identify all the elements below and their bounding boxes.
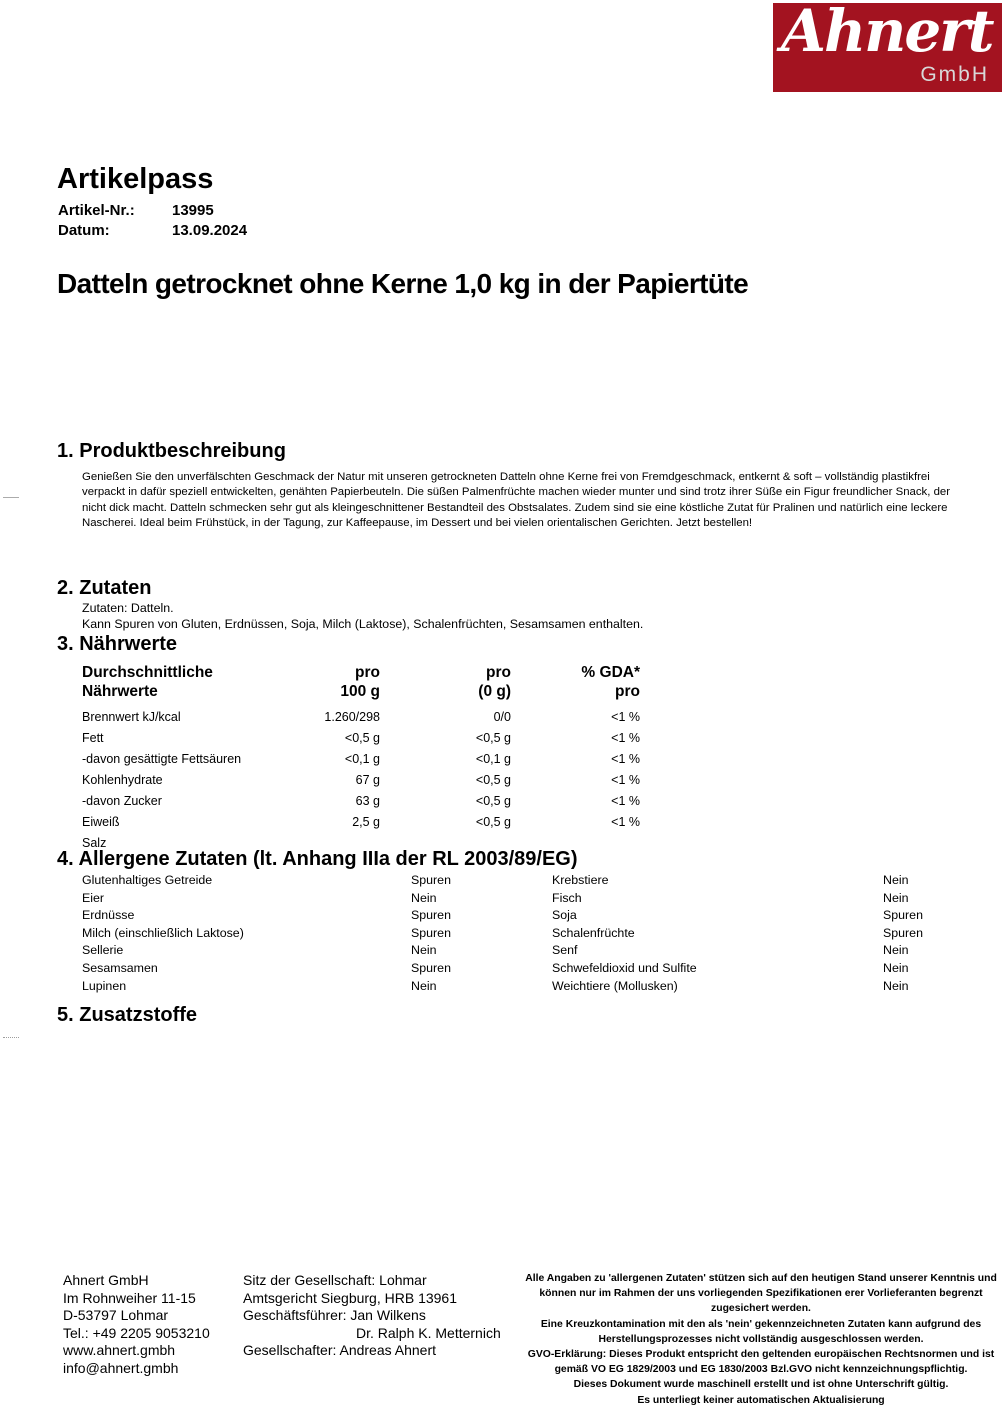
document-meta — [58, 201, 247, 240]
logo-brand-text: Ahnert — [781, 0, 993, 65]
logo-suffix-text: GmbH — [920, 63, 989, 86]
nutrition-row-per100g: <0,5 g — [344, 731, 380, 745]
nutrition-header-per0g-line2: (0 g) — [478, 683, 511, 700]
nutrition-row-name: Salz — [82, 836, 107, 850]
footer-disclaimer-gvo: GVO-Erklärung: Dieses Produkt entspricht den geltenden europäischen Rechtsnormen und ist gemäß VO EG 1829/2003 und EG 1830/2003 Bzl.GVO nicht kennzeichnungspflichtig. — [527, 1349, 995, 1376]
footer-registered-office: Sitz der Gesellschaft: Lohmar — [243, 1272, 427, 1288]
allergen-value: Spuren — [411, 873, 451, 887]
allergen-label: Eier — [82, 890, 105, 905]
allergen-label: Glutenhaltiges Getreide — [82, 873, 213, 887]
allergens-table — [82, 872, 1003, 995]
nutrition-row-per0g: <0,5 g — [475, 815, 511, 829]
fold-mark-top — [3, 497, 19, 498]
company-logo — [773, 0, 1002, 92]
allergen-label: Weichtiere (Mollusken) — [552, 978, 678, 993]
nutrition-row-name: Eiweiß — [82, 815, 120, 829]
nutrition-row-gda: <1 % — [611, 731, 640, 745]
nutrition-row-name: Fett — [82, 731, 104, 745]
allergen-label: Senf — [552, 943, 578, 958]
footer-website: www.ahnert.gmbh — [63, 1342, 176, 1359]
article-number-row — [58, 201, 247, 221]
nutrition-row-per0g: <0,1 g — [475, 752, 511, 766]
allergen-value: Spuren — [883, 908, 923, 923]
nutrition-row-per0g: <0,5 g — [475, 794, 511, 808]
allergen-label: Sellerie — [82, 943, 124, 958]
section-heading-naehrwerte: 3. Nährwerte — [57, 633, 178, 655]
section-heading-allergene: 4. Allergene Zutaten (lt. Anhang IIIa der RL 2003/89/EG) — [57, 848, 578, 870]
nutrition-row-gda: <1 % — [611, 815, 640, 829]
footer-disclaimer-cross-contamination: Eine Kreuzkontamination mit den als 'nein' gekennzeichneten Zutaten kann aufgrund des Herstellungsprozesses nicht vollständig ausgeschlossen werden. — [540, 1318, 982, 1345]
footer-disclaimer-allergens: Alle Angaben zu 'allergenen Zutaten' stützen sich auf den heutigen Stand unserer Kenntnis und können nur im Rahmen der uns vorliegenden Spezifikationen erer Vorlieferanten begrenzt zugesichert werden. — [525, 1273, 997, 1315]
allergen-label: Schalenfrüchte — [552, 925, 635, 940]
allergen-value: Nein — [883, 873, 909, 887]
allergen-value: Nein — [411, 890, 437, 905]
nutrition-header-name — [82, 663, 252, 707]
footer-managing-director-2: Dr. Ralph K. Metternich — [356, 1324, 501, 1341]
ingredients-line: Zutaten: Datteln. — [82, 601, 174, 615]
footer-disclaimer — [519, 1271, 1003, 1408]
nutrition-header-name-line1: Durchschnittliche — [82, 664, 213, 681]
nutrition-row-per0g: 0/0 — [493, 710, 511, 724]
allergen-label: Erdnüsse — [82, 908, 135, 923]
document-title: Artikelpass — [57, 163, 214, 195]
nutrition-row-per0g: <0,5 g — [475, 773, 511, 787]
footer-city: D-53797 Lohmar — [63, 1307, 169, 1324]
footer-managing-director-1: Geschäftsführer: Jan Wilkens — [243, 1307, 426, 1324]
allergen-value: Nein — [883, 960, 909, 975]
allergen-value: Nein — [411, 978, 437, 993]
nutrition-row-gda: <1 % — [611, 752, 640, 766]
allergen-label: Fisch — [552, 890, 582, 905]
nutrition-header-per100g-line2: 100 g — [340, 683, 380, 700]
product-title: Datteln getrocknet ohne Kerne 1,0 kg in der Papiertüte — [57, 268, 749, 299]
nutrition-table — [82, 663, 640, 854]
nutrition-row-gda: <1 % — [611, 773, 640, 787]
nutrition-header-per0g — [380, 663, 511, 707]
allergen-label: Milch (einschließlich Laktose) — [82, 925, 244, 940]
nutrition-header-per0g-line1: pro — [486, 664, 511, 681]
nutrition-row-name: -davon gesättigte Fettsäuren — [82, 752, 242, 766]
allergen-value: Spuren — [411, 925, 451, 940]
nutrition-row-name: -davon Zucker — [82, 794, 162, 808]
section-heading-zusatzstoffe: 5. Zusatzstoffe — [57, 1004, 198, 1026]
nutrition-row-per100g: 1.260/298 — [324, 710, 380, 724]
article-number-label: Artikel-Nr.: — [58, 202, 135, 219]
allergen-label: Krebstiere — [552, 873, 609, 887]
allergen-label: Schwefeldioxid und Sulfite — [552, 960, 697, 975]
allergen-value: Nein — [883, 890, 909, 905]
date-row — [58, 221, 247, 241]
footer-shareholder: Gesellschafter: Andreas Ahnert — [243, 1342, 436, 1359]
nutrition-row-per0g: <0,5 g — [475, 731, 511, 745]
nutrition-header-per100g-line1: pro — [355, 664, 380, 681]
allergen-value: Spuren — [883, 925, 923, 940]
allergen-value: Spuren — [411, 908, 451, 923]
allergen-label: Sesamsamen — [82, 960, 158, 975]
footer-disclaimer-no-auto-update: Es unterliegt keiner automatischen Aktualisierung — [637, 1394, 885, 1406]
date-value: 13.09.2024 — [172, 221, 248, 239]
nutrition-header-gda-line1: % GDA* — [581, 664, 640, 681]
article-number-value: 13995 — [172, 202, 214, 219]
nutrition-row-per100g: 2,5 g — [352, 815, 380, 829]
nutrition-header-gda — [511, 663, 640, 707]
footer-street: Im Rohnweiher 11-15 — [63, 1289, 196, 1306]
allergen-label: Soja — [552, 908, 577, 923]
allergen-value: Nein — [411, 943, 437, 958]
nutrition-header-gda-line2: pro — [615, 683, 640, 700]
allergen-label: Lupinen — [82, 978, 127, 993]
footer-disclaimer-machine-generated: Dieses Dokument wurde maschinell erstellt und ist ohne Unterschrift gültig. — [573, 1379, 949, 1391]
nutrition-row-per100g: <0,1 g — [344, 752, 380, 766]
allergen-value: Nein — [883, 978, 909, 993]
section-heading-produktbeschreibung: 1. Produktbeschreibung — [57, 440, 286, 462]
ingredients-traces-line: Kann Spuren von Gluten, Erdnüssen, Soja, Milch (Laktose), Schalenfrüchten, Sesamsamen enthalten. — [82, 617, 644, 632]
footer-company-address — [63, 1272, 210, 1378]
footer-phone: Tel.: +49 2205 9053210 — [63, 1324, 210, 1341]
fold-mark-bottom — [3, 1037, 19, 1038]
allergen-value: Nein — [883, 943, 909, 958]
nutrition-header-per100g — [252, 663, 380, 707]
footer-legal-info — [243, 1272, 501, 1360]
section-heading-zutaten: 2. Zutaten — [57, 577, 152, 599]
nutrition-row-gda: <1 % — [611, 710, 640, 724]
nutrition-row-name: Kohlenhydrate — [82, 773, 163, 787]
footer-email: info@ahnert.gmbh — [63, 1359, 179, 1376]
ingredients-block — [82, 600, 643, 633]
product-description-text: Genießen Sie den unverfälschten Geschmack der Natur mit unseren getrockneten Datteln ohne Kerne frei von Fremdgeschmack, entkernt & soft – vollständig plastikfrei verpackt in dafür speziell entwickelten, genähten Papierbeuteln. Die süßen Palmenfrüchte machen wieder munter und sind trotz ihrer Süße ein Figur freundlicher Snack, der nicht dick macht. Datteln schmecken sehr gut als kleingeschnittener Bestandteil des Obstsalates. Zudem sind sie eine köstliche Zutat für Pralinen und natürlich eine leckere Nascherei. Ideal beim Frühstück, in der Tagung, zur Kaffeepause, im Dessert und bei vielen orientalischen Gerichten. Jetzt bestellen! — [82, 471, 951, 529]
nutrition-header-name-line2: Nährwerte — [82, 683, 158, 700]
nutrition-row-name: Brennwert kJ/kcal — [82, 710, 181, 724]
nutrition-row-gda: <1 % — [611, 794, 640, 808]
footer-company-name: Ahnert GmbH — [63, 1272, 149, 1288]
nutrition-row-per100g: 67 g — [355, 773, 380, 787]
allergen-value: Spuren — [411, 960, 451, 975]
nutrition-row-per100g: 63 g — [355, 794, 380, 808]
footer-court-registry: Amtsgericht Siegburg, HRB 13961 — [243, 1289, 457, 1306]
date-label: Datum: — [58, 221, 110, 239]
